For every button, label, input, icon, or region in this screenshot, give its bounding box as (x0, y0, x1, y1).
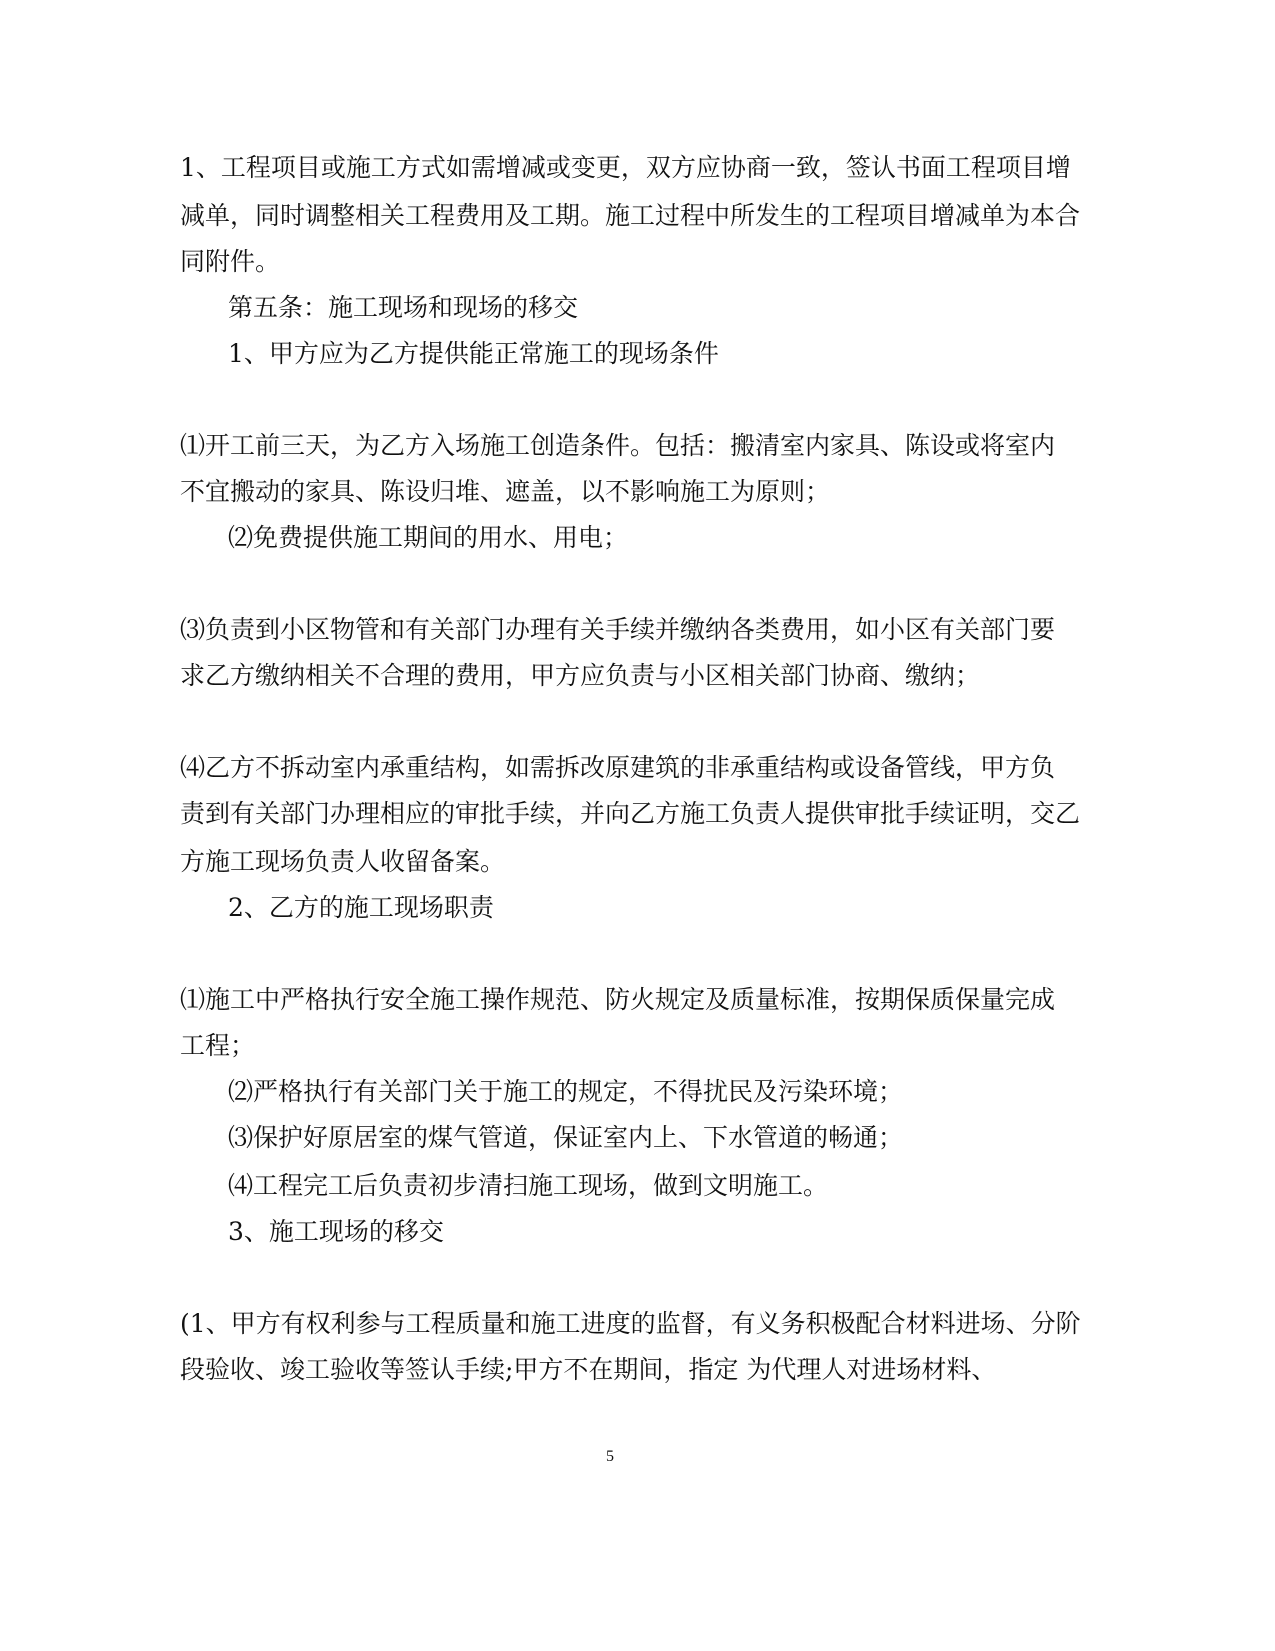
paragraph-line: 方施工现场负责人收留备案。 (180, 847, 506, 876)
subsection-heading: 2、乙方的施工现场职责 (228, 893, 494, 922)
paragraph-line: 工程； (180, 1031, 256, 1060)
paragraph-line: 段验收、竣工验收等签认手续;甲方不在期间，指定 为代理人对进场材料、 (180, 1355, 997, 1384)
paragraph-line: 同附件。 (180, 247, 281, 276)
list-item: ⑵严格执行有关部门关于施工的规定，不得扰民及污染环境； (228, 1077, 904, 1106)
paragraph-line: 求乙方缴纳相关不合理的费用，甲方应负责与小区相关部门协商、缴纳； (180, 661, 981, 690)
paragraph-line: 不宜搬动的家具、陈设归堆、遮盖，以不影响施工为原则； (180, 477, 831, 506)
paragraph-line: 减单，同时调整相关工程费用及工期。施工过程中所发生的工程项目增减单为本合 (180, 201, 1081, 230)
list-item: ⑷工程完工后负责初步清扫施工现场，做到文明施工。 (228, 1171, 829, 1200)
subsection-heading: 1、甲方应为乙方提供能正常施工的现场条件 (228, 339, 719, 368)
paragraph-line: ⑴施工中严格执行安全施工操作规范、防火规定及质量标准，按期保质保量完成 (180, 985, 1056, 1014)
paragraph-line: ⑶负责到小区物管和有关部门办理有关手续并缴纳各类费用，如小区有关部门要 (180, 615, 1056, 644)
subsection-heading: 3、施工现场的移交 (228, 1217, 444, 1246)
list-item: ⑶保护好原居室的煤气管道，保证室内上、下水管道的畅通； (228, 1123, 904, 1152)
paragraph-line: (1、甲方有权利参与工程质量和施工进度的监督，有义务积极配合材料进场、分阶 (180, 1309, 1081, 1338)
paragraph-line: ⑷乙方不拆动室内承重结构，如需拆改原建筑的非承重结构或设备管线，甲方负 (180, 753, 1056, 782)
section-heading: 第五条：施工现场和现场的移交 (228, 293, 579, 322)
paragraph-line: 责到有关部门办理相应的审批手续，并向乙方施工负责人提供审批手续证明，交乙 (180, 799, 1081, 828)
page-number: 5 (606, 1448, 614, 1465)
list-item: ⑵免费提供施工期间的用水、用电； (228, 523, 629, 552)
paragraph-line: ⑴开工前三天，为乙方入场施工创造条件。包括：搬清室内家具、陈设或将室内 (180, 431, 1056, 460)
paragraph-line: 1、工程项目或施工方式如需增减或变更，双方应协商一致，签认书面工程项目增 (180, 153, 1071, 182)
